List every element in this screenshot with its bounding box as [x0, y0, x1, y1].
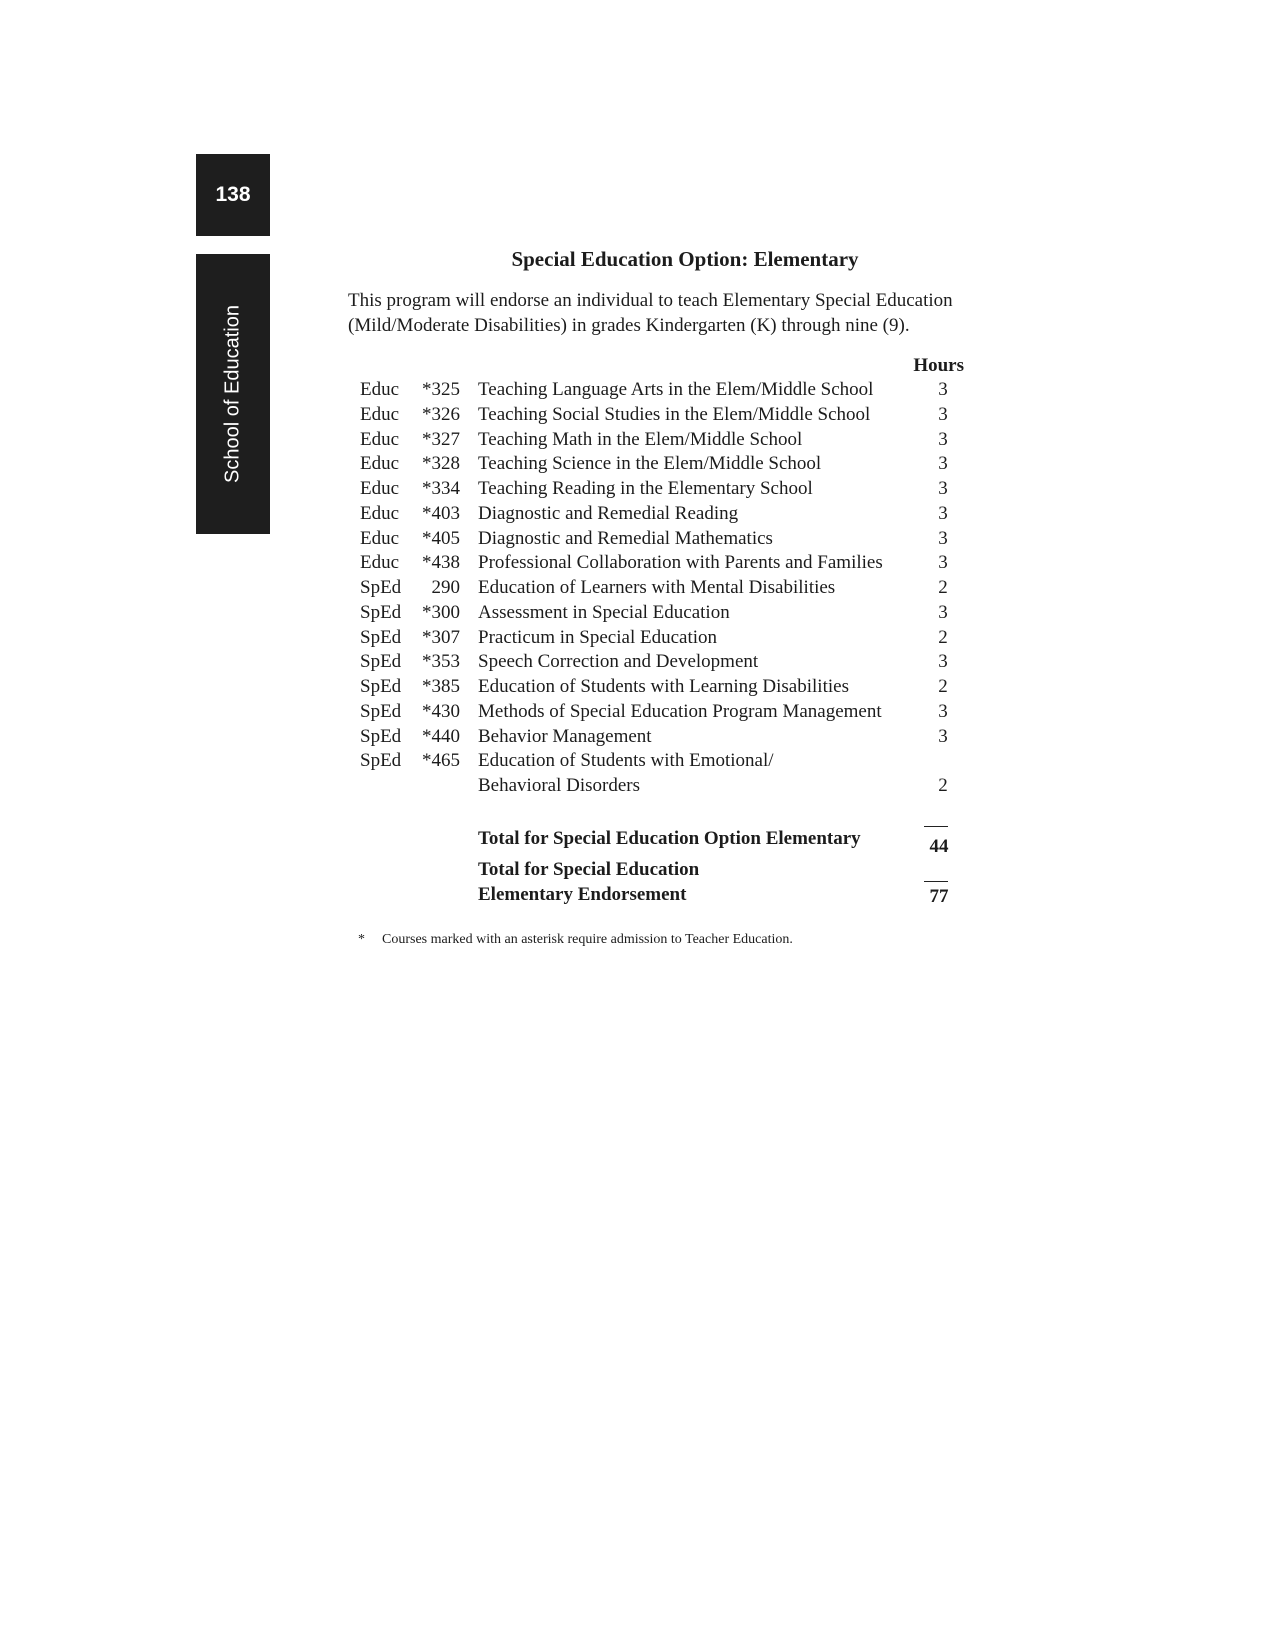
course-number: *328: [422, 453, 460, 475]
course-number: *334: [422, 478, 460, 499]
course-hours: 3: [938, 502, 948, 524]
course-hours: 3: [938, 453, 948, 475]
course-hours: 2: [938, 577, 948, 598]
course-row: [360, 477, 960, 502]
course-dept: Educ: [360, 552, 400, 574]
course-number: *438: [422, 552, 460, 574]
total-endorsement-value: 77: [929, 886, 949, 907]
course-title: Education of Students with Learning Disabilities: [478, 676, 849, 697]
course-title-line-1: Education of Students with Emotional/: [478, 750, 774, 772]
course-row: [360, 650, 960, 675]
course-hours: 2: [938, 676, 948, 697]
footnote-text: Courses marked with an asterisk require admission to Teacher Education.: [382, 932, 793, 947]
course-row: [360, 502, 960, 527]
course-hours: 3: [938, 379, 948, 400]
course-dept: SpEd: [360, 651, 402, 673]
footnote-marker: *: [358, 932, 365, 947]
total-endorsement-label: [478, 857, 898, 907]
course-number: *326: [422, 403, 460, 425]
course-number: *325: [422, 379, 460, 400]
course-dept: Educ: [360, 453, 400, 475]
section-title: Special Education Option: Elementary: [511, 247, 859, 271]
course-title: Teaching Language Arts in the Elem/Middle School: [478, 379, 874, 400]
course-title-line-2: Behavioral Disorders: [478, 775, 640, 796]
course-hours: 3: [938, 552, 948, 574]
course-title: Speech Correction and Development: [478, 651, 759, 673]
course-row: [360, 700, 960, 725]
page-number: 138: [215, 183, 251, 206]
course-number: *430: [422, 700, 460, 722]
total-endorsement-label-line-1: Total for Special Education: [478, 859, 700, 880]
course-number: *307: [422, 626, 460, 648]
course-row: [360, 675, 960, 700]
course-hours: 3: [938, 527, 948, 549]
course-dept: Educ: [360, 379, 400, 400]
section-tab: [196, 254, 270, 534]
course-number: 290: [431, 577, 460, 598]
section-label: School of Education: [221, 305, 244, 483]
course-row: [360, 452, 960, 477]
course-title: Teaching Social Studies in the Elem/Middle School: [478, 403, 871, 425]
total-endorsement-label-line-2: Elementary Endorsement: [478, 884, 687, 905]
course-title: Teaching Math in the Elem/Middle School: [478, 428, 803, 450]
course-title: Education of Learners with Mental Disabilities: [478, 577, 836, 598]
page-number-tab: [196, 154, 270, 236]
course-dept: SpEd: [360, 700, 402, 722]
course-row: [360, 626, 960, 651]
course-dept: SpEd: [360, 676, 402, 697]
course-row: [360, 576, 960, 601]
course-number: *403: [422, 502, 460, 524]
course-title: Diagnostic and Remedial Reading: [478, 502, 739, 524]
course-dept: SpEd: [360, 725, 402, 747]
course-row: [360, 749, 960, 798]
course-dept: Educ: [360, 478, 400, 499]
course-hours: 2: [938, 774, 948, 796]
course-hours: 3: [938, 700, 948, 722]
course-hours: 2: [938, 626, 948, 648]
course-title: Assessment in Special Education: [478, 601, 730, 623]
course-dept: Educ: [360, 403, 400, 425]
course-dept: SpEd: [360, 750, 402, 772]
course-title: Teaching Reading in the Elementary School: [478, 478, 813, 499]
footnote: [358, 932, 958, 948]
hours-column-header: Hours: [913, 355, 964, 376]
course-row: [360, 601, 960, 626]
course-dept: SpEd: [360, 577, 402, 598]
course-dept: SpEd: [360, 601, 402, 623]
course-row: [360, 725, 960, 750]
course-hours: 3: [938, 478, 948, 499]
course-title: Teaching Science in the Elem/Middle School: [478, 453, 822, 475]
course-hours: 3: [938, 725, 948, 747]
course-row: [360, 428, 960, 453]
course-number: *405: [422, 527, 460, 549]
course-dept: SpEd: [360, 626, 402, 648]
course-title: Behavior Management: [478, 725, 652, 747]
intro-paragraph: This program will endorse an individual to teach Elementary Special Education (Mild/Moderate Disabilities) in grades Kindergarten (K) through nine (9).: [348, 290, 953, 336]
course-number: *440: [422, 725, 460, 747]
course-list: [360, 378, 960, 798]
course-title: Professional Collaboration with Parents and Families: [478, 552, 883, 574]
course-number: *385: [422, 676, 460, 697]
course-number: *465: [422, 750, 460, 772]
course-title: Diagnostic and Remedial Mathematics: [478, 527, 773, 549]
total-option-value: 44: [929, 836, 949, 857]
course-row: [360, 378, 960, 403]
course-hours: 3: [938, 601, 948, 623]
course-hours: 3: [938, 403, 948, 425]
course-hours: 3: [938, 651, 948, 673]
course-number: *353: [422, 651, 460, 673]
total-option-label: Total for Special Education Option Elementary: [478, 828, 861, 849]
subtotal-rule: [924, 826, 948, 827]
course-title: Methods of Special Education Program Management: [478, 700, 882, 722]
course-row: [360, 403, 960, 428]
course-dept: Educ: [360, 527, 400, 549]
course-hours: 3: [938, 428, 948, 450]
course-dept: Educ: [360, 428, 400, 450]
total-rule: [924, 881, 948, 882]
course-title: Practicum in Special Education: [478, 626, 718, 648]
course-dept: Educ: [360, 502, 400, 524]
course-title: [478, 749, 923, 799]
course-row: [360, 527, 960, 552]
course-row: [360, 551, 960, 576]
course-number: *300: [422, 601, 460, 623]
course-number: *327: [422, 428, 460, 450]
